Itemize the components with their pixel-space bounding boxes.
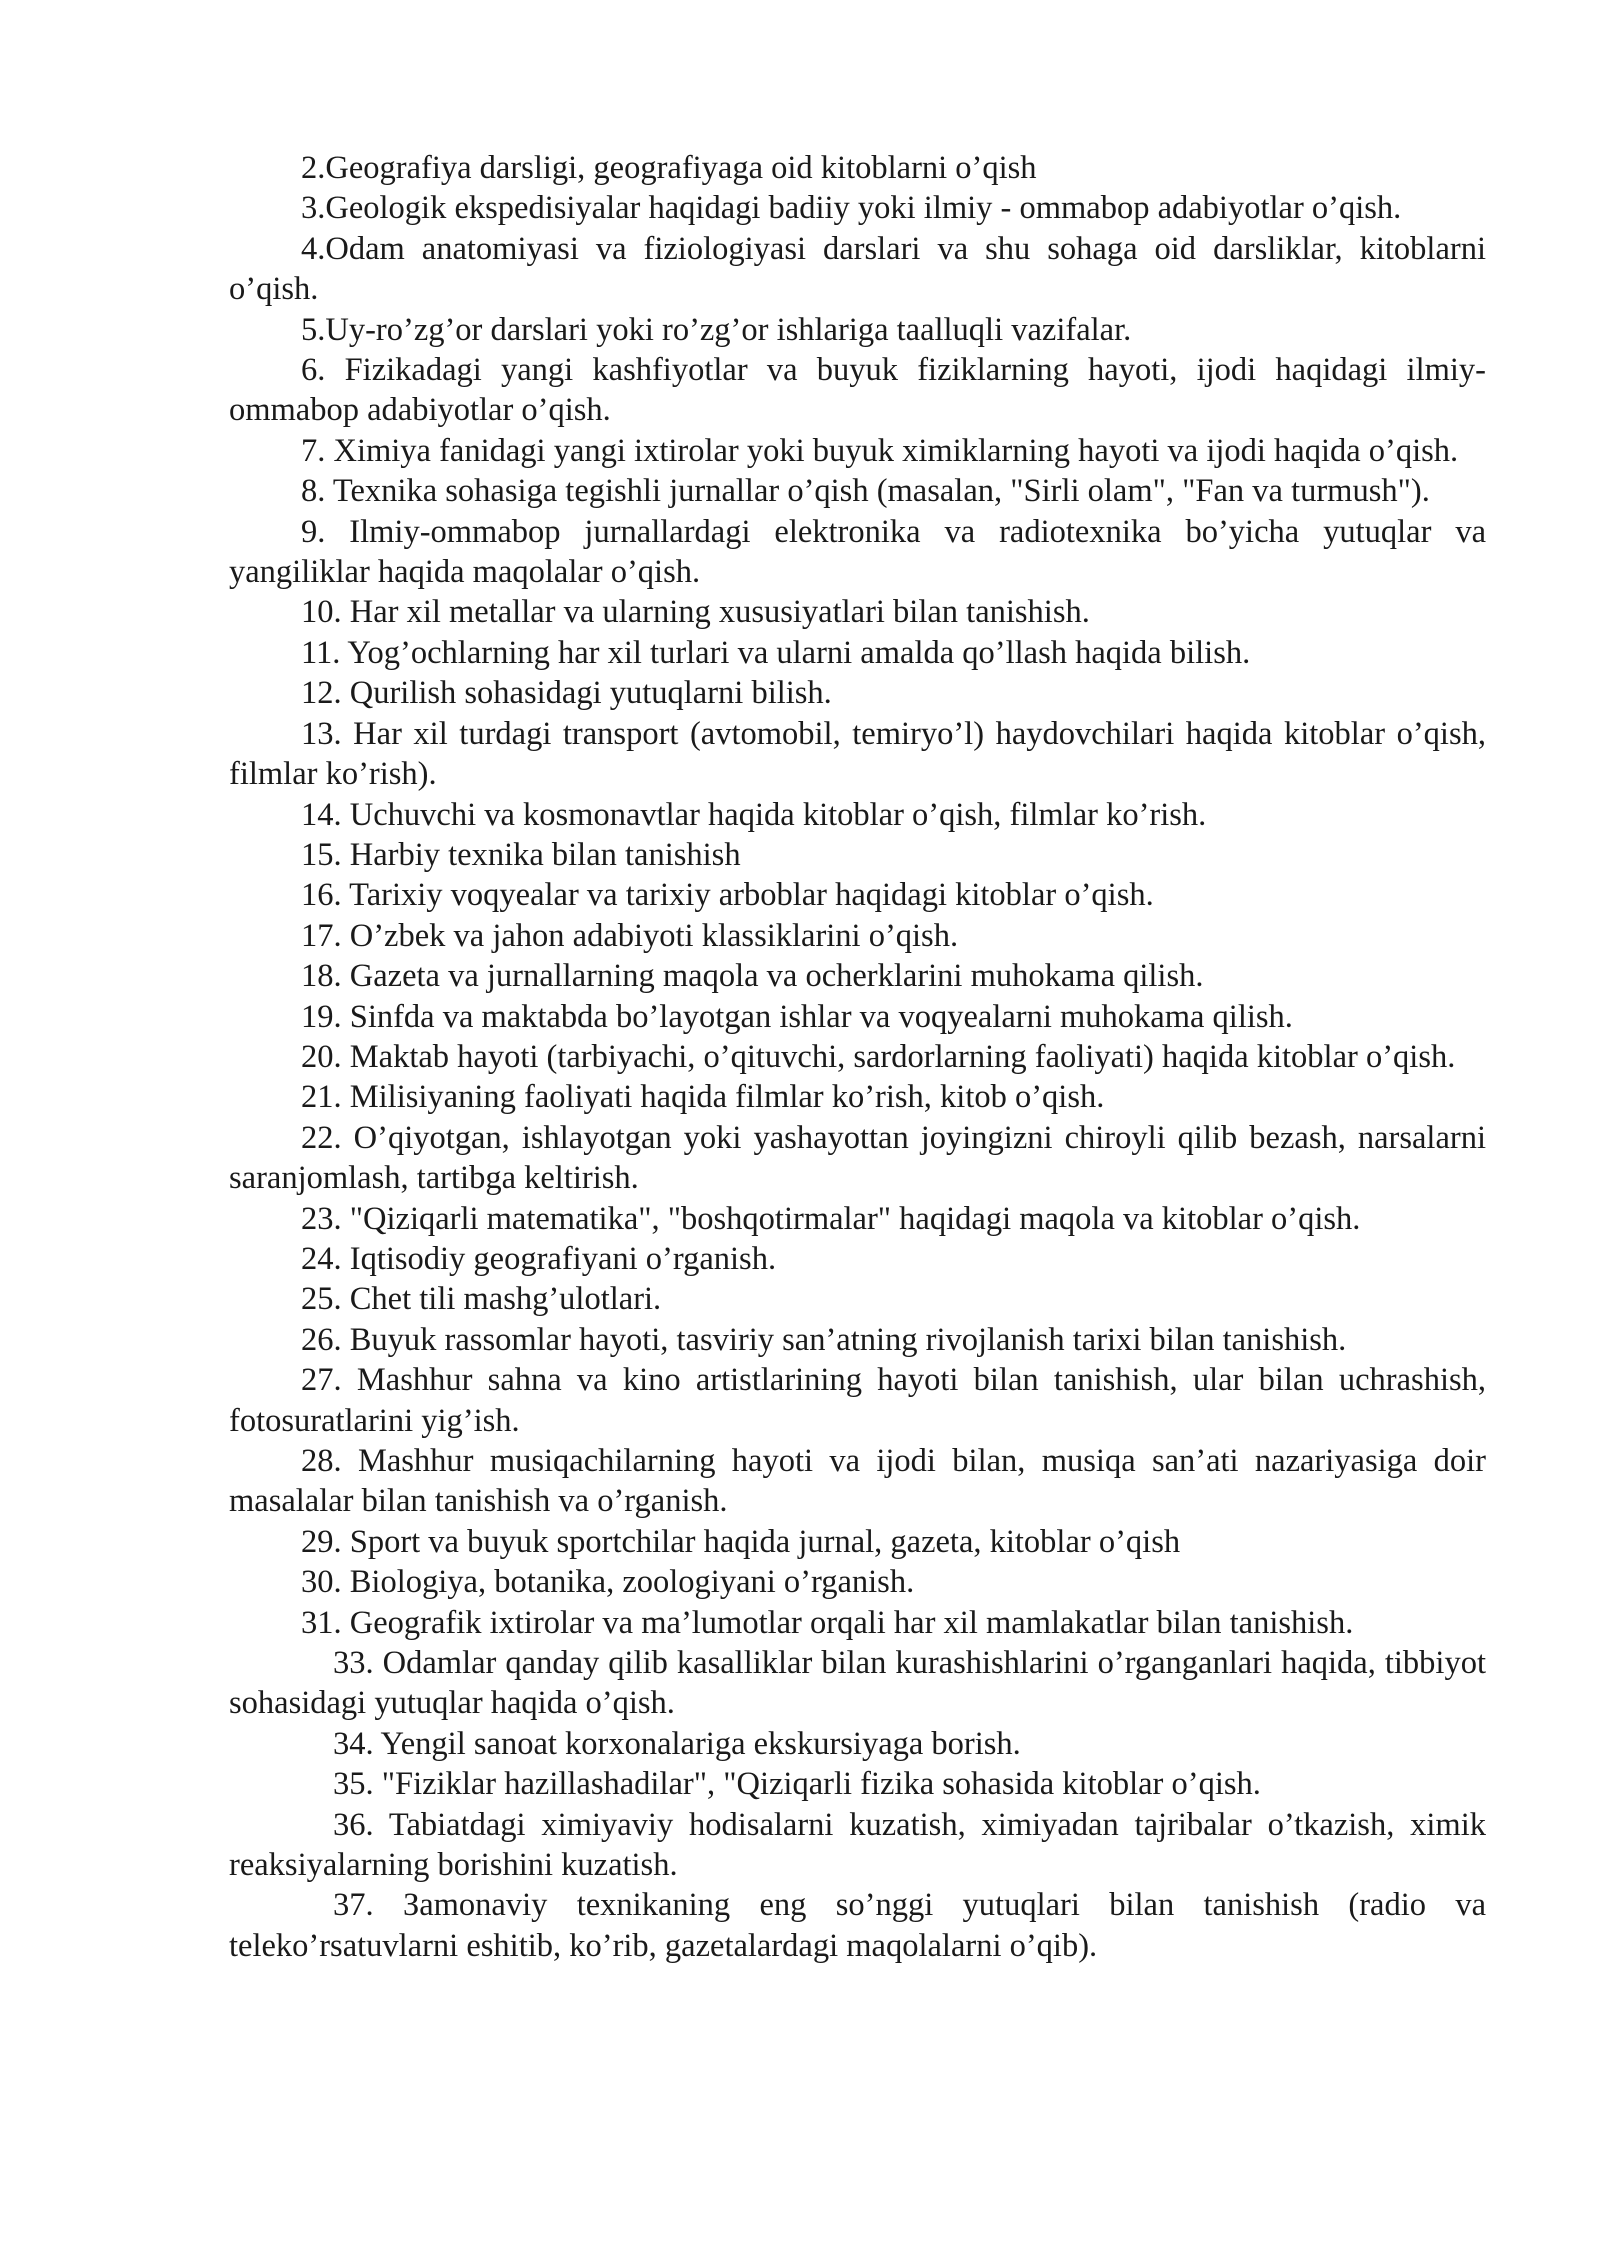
list-item: 25. Chet tili mashg’ulotlari. — [301, 1281, 662, 1318]
list-item: 23. "Qiziqarli matematika", "boshqotirmalar" haqidagi maqola va kitoblar o’qish. — [301, 1200, 1361, 1237]
list-item: 4.Odam anatomiyasi va fiziologiyasi darslari va shu sohaga oid darsliklar, kitoblarni o’qish. — [229, 230, 1486, 308]
list-item: 34. Yengil sanoat korxonalariga ekskursiyaga borish. — [333, 1725, 1021, 1762]
list-item: 29. Sport va buyuk sportchilar haqida jurnal, gazeta, kitoblar o’qish — [301, 1523, 1181, 1560]
list-item: 5.Uy-ro’zg’or darslari yoki ro’zg’or ishlariga taalluqli vazifalar. — [301, 311, 1132, 348]
list-item: 31. Geografik ixtirolar va ma’lumotlar orqali har xil mamlakatlar bilan tanishish. — [301, 1604, 1354, 1641]
list-item: 27. Mashhur sahna va kino artistlarining hayoti bilan tanishish, ular bilan uchrashish, fotosuratlarini yig’ish. — [229, 1362, 1486, 1439]
document-page — [229, 148, 1486, 1966]
list-item: 28. Mashhur musiqachilarning hayoti va ijodi bilan, musiqa san’ati nazariyasiga doir masalalar bilan tanishish va o’rganish. — [229, 1443, 1486, 1520]
list-item: 20. Maktab hayoti (tarbiyachi, o’qituvchi, sardorlarning faoliyati) haqida kitoblar o’qish. — [301, 1038, 1456, 1075]
list-item: 11. Yog’ochlarning har xil turlari va ularni amalda qo’llash haqida bilish. — [301, 634, 1251, 671]
list-item: 9. Ilmiy-ommabop jurnallardagi elektronika va radiotexnika bo’yicha yutuqlar va yangiliklar haqida maqolalar o’qish. — [229, 513, 1486, 591]
list-item: 12. Qurilish sohasidagi yutuqlarni bilish. — [301, 675, 832, 712]
list-item: 7. Ximiya fanidagi yangi ixtirolar yoki buyuk ximiklarning hayoti va ijodi haqida o’qish. — [301, 432, 1459, 469]
list-item: 18. Gazeta va jurnallarning maqola va ocherklarini muhokama qilish. — [301, 958, 1204, 995]
list-item: 19. Sinfda va maktabda bo’layotgan ishlar va voqyealarni muhokama qilish. — [301, 998, 1293, 1035]
list-item: 26. Buyuk rassomlar hayoti, tasviriy san’atning rivojlanish tarixi bilan tanishish. — [301, 1321, 1347, 1358]
list-item: 33. Odamlar qanday qilib kasalliklar bilan kurashishlarini o’rganganlari haqida, tibbiyot sohasidagi yutuqlar haqida o’qish. — [229, 1645, 1486, 1722]
list-item: 8. Texnika sohasiga tegishli jurnallar o’qish (masalan, "Sirli olam", "Fan va turmush"). — [301, 473, 1430, 510]
list-item: 24. Iqtisodiy geografiyani o’rganish. — [301, 1240, 777, 1277]
list-item: 16. Tarixiy voqyealar va tarixiy arboblar haqidagi kitoblar o’qish. — [301, 877, 1154, 914]
list-item: 10. Har xil metallar va ularning xususiyatlari bilan tanishish. — [301, 594, 1090, 631]
list-item: 36. Tabiatdagi ximiyaviy hodisalarni kuzatish, ximiyadan tajribalar o’tkazish, ximik reaksiyalarning borishini kuzatish. — [229, 1806, 1486, 1884]
list-item: 22. O’qiyotgan, ishlayotgan yoki yashayottan joyingizni chiroyli qilib bezash, narsalarni saranjomlash, tartibga keltirish. — [229, 1119, 1486, 1197]
list-item: 3.Geologik ekspedisiyalar haqidagi badiiy yoki ilmiy - ommabop adabiyotlar o’qish. — [301, 190, 1402, 227]
list-item: 17. O’zbek va jahon adabiyoti klassiklarini o’qish. — [301, 917, 959, 954]
list-item: 13. Har xil turdagi transport (avtomobil, temiryo’l) haydovchilari haqida kitoblar o’qish, filmlar ko’rish). — [229, 715, 1486, 793]
list-item: 30. Biologiya, botanika, zoologiyani o’rganish. — [301, 1564, 915, 1601]
list-item: 37. Зamonaviy texnikaning eng so’nggi yutuqlari bilan tanishish (radio va teleko’rsatuvlarni eshitib, ko’rib, gazetalardagi maqolalarni o’qib). — [229, 1887, 1486, 1964]
list-item: 15. Harbiy texnika bilan tanishish — [301, 836, 741, 873]
list-item: 35. "Fiziklar hazillashadilar", "Qiziqarli fizika sohasida kitoblar o’qish. — [333, 1766, 1261, 1803]
list-item: 21. Milisiyaning faoliyati haqida filmlar ko’rish, kitob o’qish. — [301, 1079, 1105, 1116]
list-item: 2.Geografiya darsligi, geografiyaga oid kitoblarni o’qish — [301, 150, 1037, 186]
list-item: 14. Uchuvchi va kosmonavtlar haqida kitoblar o’qish, filmlar ko’rish. — [301, 796, 1207, 833]
list-item: 6. Fizikadagi yangi kashfiyotlar va buyuk fiziklarning hayoti, ijodi haqidagi ilmiy-ommabop adabiyotlar o’qish. — [229, 352, 1486, 429]
